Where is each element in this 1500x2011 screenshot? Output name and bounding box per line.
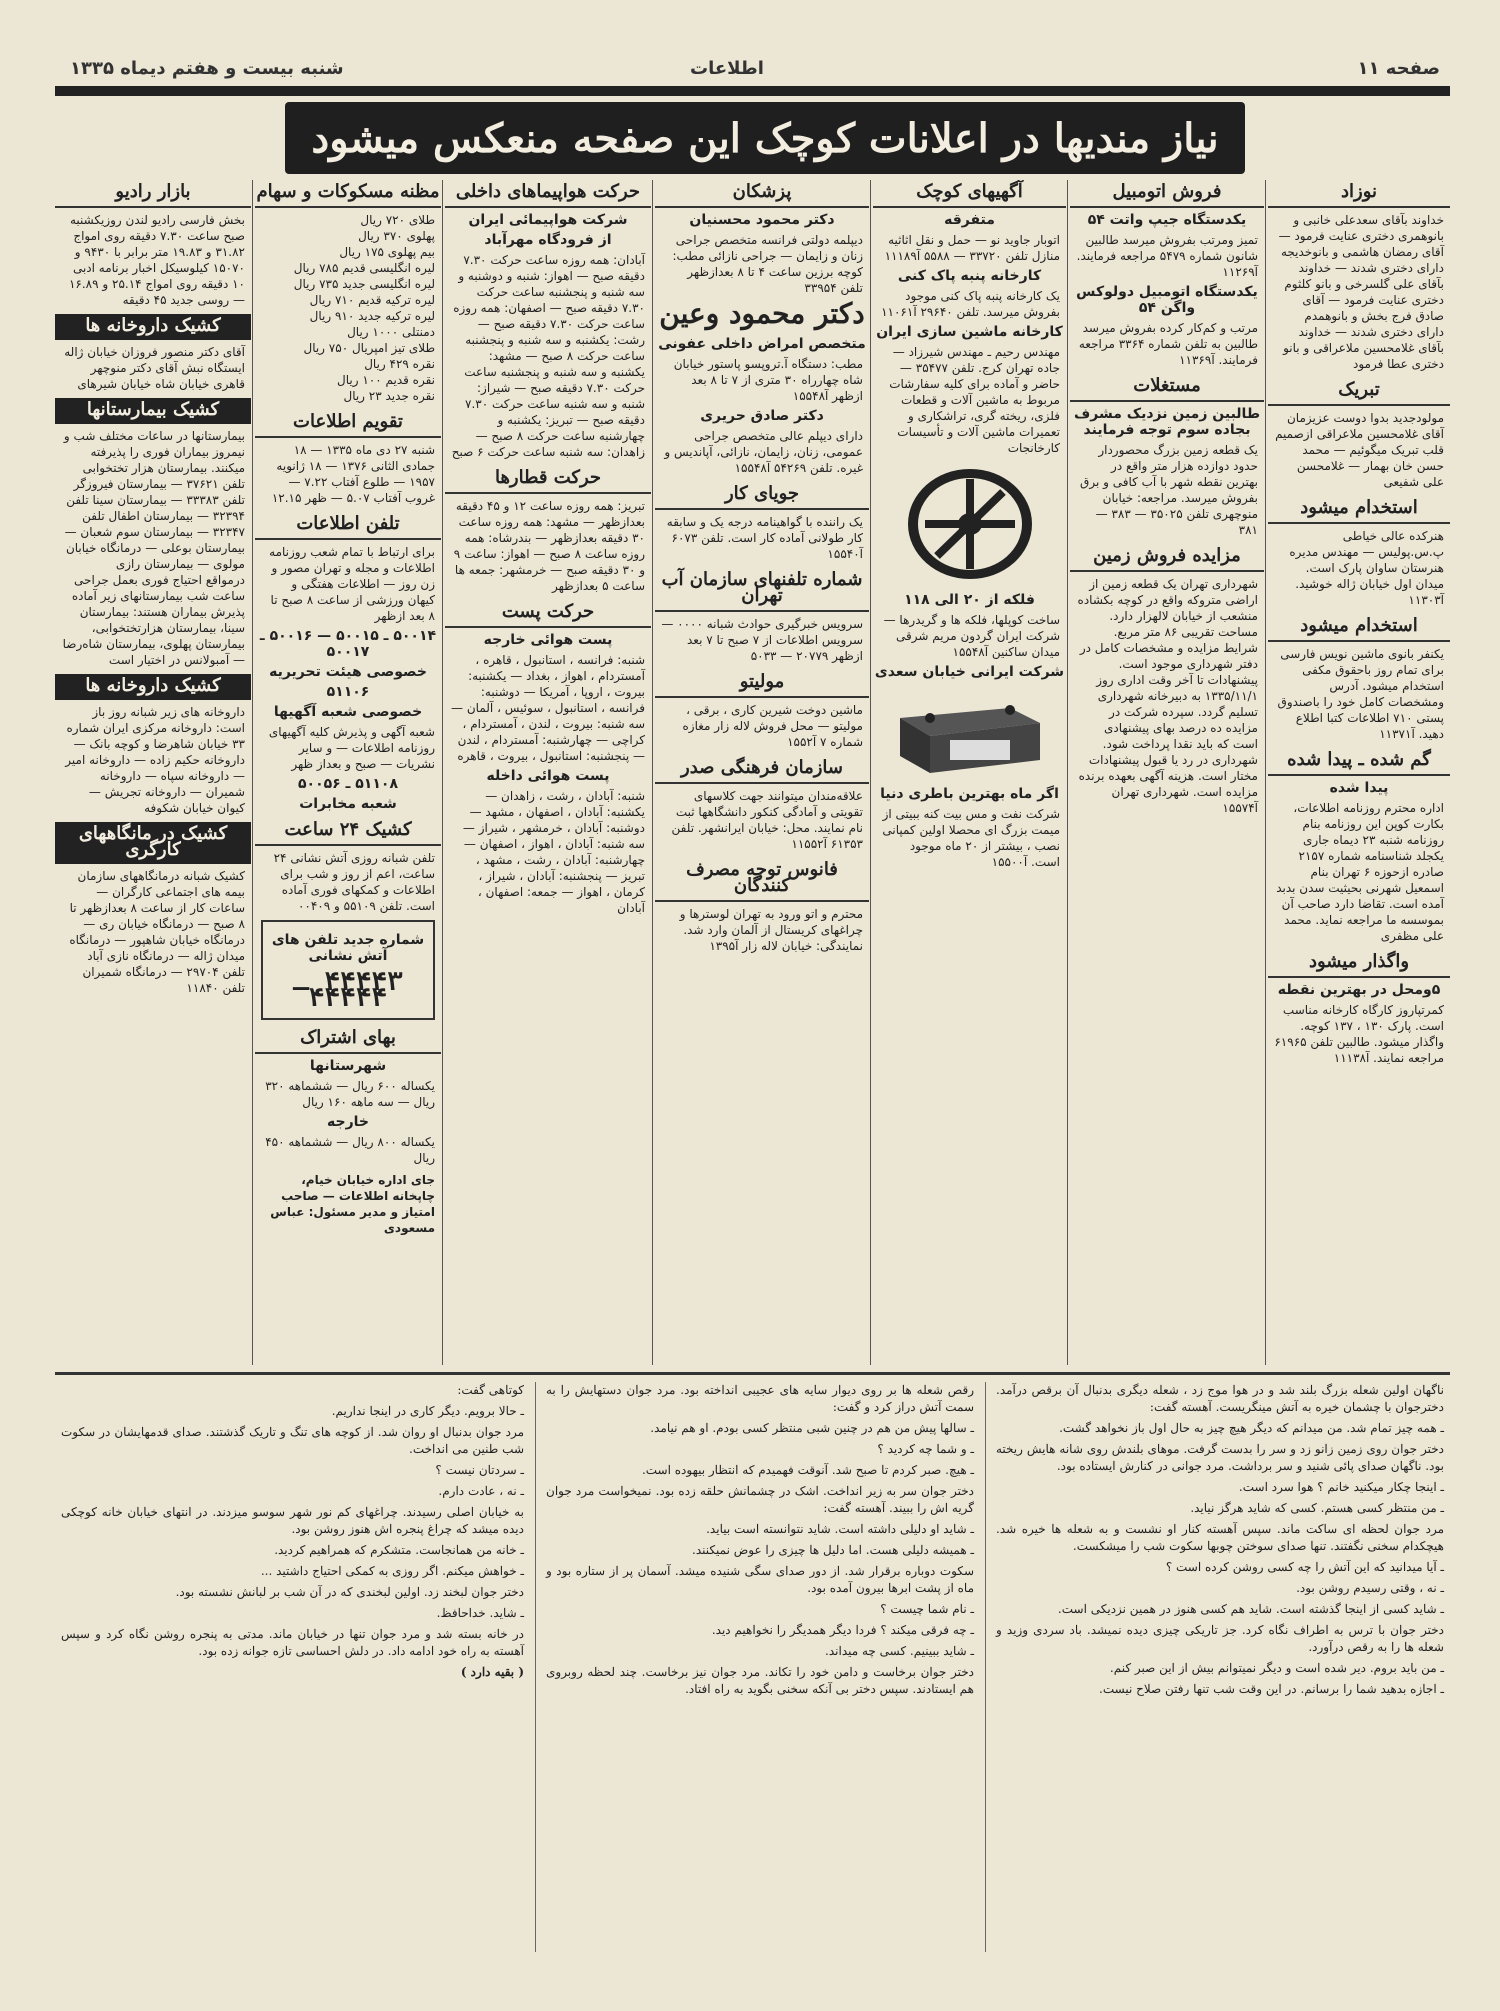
serial-paragraph: ـ هیچ. صبر کردم تا صبح شد. آنوقت فهمیدم که انتظار بیهوده است. <box>641 1463 974 1477</box>
section-body: اداره محترم روزنامه اطلاعات، بکارت کوپن این روزنامه بنام روزنامه شنبه ۲۳ دیماه جاری یکجلد شناسنامه شماره ۲۱۵۷ صادره ازحوزه ۶ تهران بنام اسمعیل شهرنی بحیثیت سدن بدبد آمده است. تقاضا دارد صاحب آن بموسسه ما مراجعه نماید. محمد علی مظفری <box>1276 801 1444 943</box>
section-title: کشیک داروخانه ها <box>55 674 251 700</box>
doctor-specialty: متخصص امراض داخلی عفونی <box>658 336 866 352</box>
serial-paragraph: ـ خواهش میکنم. اگر روزی به کمکی احتیاج داشتید ... <box>260 1564 524 1578</box>
section-title: شماره جدید تلفن های آتش نشانی <box>271 932 425 964</box>
section-title: نوزاد <box>1268 180 1450 208</box>
serial-paragraph: ـ آیا میدانید که این آتش را چه کسی روشن کرده است ؟ <box>1165 1560 1444 1574</box>
section-title: پزشکان <box>655 180 869 208</box>
section-title: آگهیهای کوچک <box>873 180 1066 208</box>
section-body: دیپلمه دولتی فرانسه متخصص جراحی زنان و زایمان — جراحی نازائی مطب: کوچه برزین ساعت ۴ تا ۸ بعدازظهر تلفن ۳۳۹۵۴ <box>672 233 863 295</box>
price-row: لیره انگلیسی قدیم ۷۸۵ ریال <box>293 261 435 275</box>
page-header <box>70 50 1440 90</box>
section-body: آقای دکتر منصور فروزان خیابان ژاله ایستگاه نبش آقای دکتر منوچهر قاهری خیابان شاه خیابان شیرهای <box>64 345 245 391</box>
serial-paragraph: ـ شاید. خداحافظ. <box>436 1606 524 1620</box>
serial-paragraph: ـ خانه من همانجاست. متشکرم که همراهیم کردید. <box>274 1543 524 1557</box>
section-subtitle: خارجه <box>327 1114 369 1130</box>
section-subtitle: شرکت ایرانی خیابان سعدی <box>874 664 1065 680</box>
serial-column-1 <box>990 1382 1450 1952</box>
serial-paragraph: ـ اینجا چکار میکنید خانم ؟ هوا سرد است. <box>1238 1480 1444 1494</box>
section-title: بهای اشتراک <box>255 1026 441 1054</box>
column-births <box>1268 180 1450 1365</box>
header-rule <box>55 86 1450 96</box>
section-body: یک کارخانه پنبه پاک کنی موجود بفروش میرسد. تلفن ۲۹۶۴۰ آ۱۱۰۶۱ <box>881 289 1060 319</box>
publisher-imprint: جای اداره خیابان خیام، چاپخانه اطلاعات — صاحب امتیاز و مدیر مسئول: عباس مسعودی <box>270 1173 435 1235</box>
section-body: یک راننده با گواهینامه درجه یک و سابقه کار طولانی آماده کار است. تلفن ۶۰۷۳ آ۱۵۵۴۰ <box>666 515 863 561</box>
section-body: هنرکده عالی خیاطی پ.س.پولیس — مهندس مدیره هنرستان ساوان پارک است. میدان اول خیابان ژاله خوشید. آ۱۱۳۰۳ <box>1289 529 1444 607</box>
section-body: دارای دیپلم عالی متخصص جراحی عمومی، زنان، زایمان، نازائی، آپاندیس و غیره. تلفن ۵۴۲۶۹ آ۱۵۵۴۸ <box>664 429 863 475</box>
serial-column-3 <box>55 1382 530 1952</box>
battery-slogan: اگر ماه بهترین باطری دنیا <box>880 786 1059 802</box>
price-row: طلای تیز امپریال ۷۵۰ ریال <box>303 341 435 355</box>
classifieds-banner: نیاز مندیها در اعلانات کوچک این صفحه منعکس میشود <box>285 102 1245 174</box>
section-title: شماره تلفنهای سازمان آب تهران <box>655 568 869 612</box>
section-body: آبادان: همه روزه ساعت حرکت ۷.۳۰ دقیقه صبح — اهواز: شنبه و دوشنبه و سه شنبه و پنجشنبه ساعت حرکت ۷.۳۰ دقیقه صبح — اصفهان: همه روزه ساعت حرکت ۷.۳۰ دقیقه صبح — رشت: یکشنبه و سه شنبه و پنجشنبه ساعت حرکت ۸ صبح — مشهد: یکشنبه و سه شنبه و پنجشنبه ساعت حرکت ۷.۳۰ دقیقه صبح — شیراز: شنبه و سه شنبه ساعت حرکت ۷.۳۰ دقیقه صبح — تبریز: یکشنبه و چهارشنبه ساعت حرکت ۸ صبح — زاهدان: سه شنبه ساعت حرکت ۶ صبح <box>451 253 645 459</box>
section-title: مستغلات <box>1070 374 1264 402</box>
section-subtitle: شرکت هواپیمائی ایران <box>468 212 628 228</box>
doctor-display-ad: دکتر محمود وعین <box>659 297 865 330</box>
serial-paragraph: ـ من باید بروم. دیر شده است و دیگر نمیتوانم بیش از این صبر کنم. <box>1109 1661 1444 1675</box>
section-body: کشیک شبانه درمانگاههای سازمان بیمه های اجتماعی کارگران — ساعات کار از ساعت ۸ بعدازظهر تا ۸ صبح — درمانگاه خیابان ری — درمانگاه خیابان شاهپور — درمانگاه میدان ژاله — درمانگاه نازی آباد تلفن ۲۹۷۰۴ — درمانگاه شمیران تلفن ۱۱۸۴۰ <box>69 869 245 995</box>
serial-paragraph: دختر جوان لبخند زد. اولین لبخندی که در آن شب بر لبانش نشسته بود. <box>175 1585 524 1599</box>
column-divider <box>870 180 871 1365</box>
section-title: تلفن اطلاعات <box>255 512 441 540</box>
serial-paragraph: ـ اجازه بدهید شما را برسانم. در این وقت شب تنها رفتن صلاح نیست. <box>1099 1682 1444 1696</box>
section-title: استخدام میشود <box>1268 614 1450 642</box>
section-title: مظنه مسکوکات و سهام <box>255 180 441 208</box>
serial-paragraph: ـ نه ، عادت دارم. <box>438 1484 524 1498</box>
section-subtitle: پیدا شده <box>1329 780 1389 796</box>
serial-paragraph: مرد جوان لحظه ای ساکت ماند. سپس آهسته کنار او نشست و به شعله ها خیره شد. هیچکدام سخنی نگفتند. تنها صدای سوختن چوبها سکوت شب را میشکست. <box>996 1522 1444 1553</box>
section-body: مطب: دستگاه آ.تروپسو پاستور خیابان شاه چهارراه ۳۰ متری از ۷ تا ۸ بعد ازظهر آ۱۵۵۴۸ <box>673 357 863 403</box>
section-body: شنبه: آبادان ، رشت ، زاهدان — یکشنبه: آبادان ، اصفهان ، مشهد — دوشنبه: آبادان ، خرمشهر ، شیراز — سه شنبه: آبادان ، اهواز ، اصفهان — چهارشنبه: آبادان ، رشت ، مشهد ، تبریز — پنجشنبه: آبادان ، شیراز ، کرمان ، اهواز — جمعه: اصفهان ، آبادان <box>462 789 645 915</box>
section-title: کشیک داروخانه ها <box>55 314 251 340</box>
section-title: کشیک ۲۴ ساعت <box>255 818 441 846</box>
section-body: بخش فارسی رادیو لندن روزیکشنبه صبح ساعت ۷.۳۰ دقیقه روی امواج ۳۱.۸۲ و ۱۹.۸۳ متر برابر با ۹۴۳۰ و ۱۵۰۷۰ کیلوسیکل اخبار برنامه ادبی ۱۰ دقیقه روی امواج ۲۵.۱۴ و ۱۶.۸۹ — روسی جدید ۴۵ دقیقه <box>68 213 245 307</box>
price-row: نقره جدید ۲۳ ریال <box>343 389 435 403</box>
price-row: دمنتلی ۱۰۰۰ ریال <box>347 325 435 339</box>
price-row: لیره انگلیسی جدید ۷۳۵ ریال <box>293 277 435 291</box>
section-body: شعبه آگهی و پذیرش کلیه آگهیهای روزنامه اطلاعات — و سایر نشریات — صبح و بعداز ظهر <box>268 725 435 771</box>
section-subtitle: خصوصی هیئت تحریریه <box>269 664 427 680</box>
serial-paragraph: ـ شاید ببینیم. کسی چه میداند. <box>825 1644 974 1658</box>
section-subtitle: پست هوائی خارجه <box>483 632 613 648</box>
section-body: شرکت نفت و مس بیت کنه ببیتی از میمت بزرگ ای محصلا اولین کمپانی نصب ، بیشتر از ۲۰ ماه موجود است. آ۱۵۵۰۰ <box>882 807 1060 869</box>
section-body: ساخت کوپلها، فلکه ها و گریدرها — شرکت ایران گردون مریم شرقی میدان ساکنین آ۱۵۵۴۸ <box>883 613 1060 659</box>
serial-paragraph: ـ همه چیز تمام شد. من میدانم که دیگر هیچ چیز به حال اول باز نخواهد گشت. <box>1059 1421 1444 1435</box>
section-body: خداوند بآقای سعدعلی خانبی و بانوهمری دختری عنایت فرمود — آقای رمضان هاشمی و بانوخدیجه دارای دختری شدند — خداوند بآقای علی گلسرخی و بانو کلثوم دختری عنایت فرمود — آقای صادق فرج بخش و بانوهمدم دارای دختری شدند — خداوند بآقای غلامحسین ملاعراقی و بانو دختری عطا فرمود <box>1278 213 1444 371</box>
section-body: یک قطعه زمین بزرگ محصوردار حدود دوازده هزار متر واقع در بهترین نقطه شهر با آب کافی و برق بفروش میرسد. مراجعه: خیابان منوچهری تلفن ۳۵۰۲۵ — ۳۸۳ — ۳۸۱ <box>1080 443 1258 537</box>
section-title: گم شده ـ پیدا شده <box>1268 748 1450 776</box>
section-body: محترم و اتو ورود به تهران لوسترها و چراغهای کریستال از آلمان وارد شد. نمایندگی: خیابان لاله زار آ۱۳۹۵ <box>679 907 863 953</box>
column-flights <box>445 180 651 1365</box>
serial-paragraph: ناگهان اولین شعله بزرگ بلند شد و در هوا موج زد ، شعله دیگری بدنبال آن برقص درآمد. دخترجوان با چشمان خیره به آتش مینگریست. آهسته گفت: <box>996 1383 1444 1414</box>
section-subtitle: پست هوائی داخله <box>486 768 610 784</box>
section-subtitle: متفرقه <box>944 212 995 228</box>
section-subtitle: دکتر محمود محسنیان <box>689 212 835 228</box>
column-small-ads <box>873 180 1066 1365</box>
car-battery-image <box>890 688 1050 778</box>
section-subtitle: کارخانه ماشین سازی ایران <box>876 324 1063 340</box>
section-subtitle: شعبه مخابرات <box>299 796 397 812</box>
serial-paragraph: مرد جوان بدنبال او روان شد. از کوچه های تنگ و تاریک گذشتند. صدای قدمهایشان در سکوت شب طنین می انداخت. <box>61 1425 524 1456</box>
fire-dept-phone: ۴۴۴۴۳ ـ ۴۴۴۴۴ <box>293 967 403 1013</box>
serial-paragraph: ـ چه فرقی میکند ؟ فردا دیگر همدیگر را نخواهیم دید. <box>711 1623 974 1637</box>
serial-paragraph: دختر جوان برخاست و دامن خود را تکاند. مرد جوان نیز برخاست. چند لحظه روبروی هم ایستادند. سپس دختر بی آنکه سخنی بگوید به راه افتاد. <box>546 1665 974 1696</box>
paper-name: اطلاعات <box>690 58 764 79</box>
section-body: برای ارتباط با تمام شعب روزنامه اطلاعات و مجله و تهران مصور و زن روز — اطلاعات هفتگی و کیهان ورزشی از ساعت ۸ صبح تا ۸ بعد ازظهر <box>269 545 435 623</box>
serial-paragraph: ـ نام شما چیست ؟ <box>880 1602 974 1616</box>
price-row: نقره قدیم ۱۰۰ ریال <box>337 373 435 387</box>
section-title: مزایده فروش زمین <box>1070 544 1264 572</box>
section-body: شنبه ۲۷ دی ماه ۱۳۳۵ — ۱۸ جمادی الثانی ۱۳۷۶ — ۱۸ ژانویه ۱۹۵۷ — طلوع آفتاب ۷.۲۲ — غروب آفتاب ۵.۰۷ — ظهر ۱۲.۱۵ <box>271 443 435 505</box>
section-body: مولودجدید بدوا دوست عزیزمان آقای غلامحسین ملاعراقی ازصمیم قلب تبریک میگوئیم — محمد حسن خان بهمار — غلامحسن علی شفیعی <box>1275 411 1444 489</box>
serial-paragraph: کوتاهی گفت: <box>457 1383 524 1397</box>
serial-paragraph: ـ نه ، وقتی رسیدم روشن بود. <box>1296 1581 1444 1595</box>
price-row: طلای ۷۲۰ ریال <box>360 213 435 227</box>
column-divider <box>252 180 253 1365</box>
serial-paragraph: دختر جوان با ترس به اطراف نگاه کرد. جز تاریکی چیزی دیده نمیشد. باد سردی وزید و شعله ها را به رقص درآورد. <box>996 1623 1444 1654</box>
column-divider <box>535 1382 536 1952</box>
fire-dept-box <box>261 920 435 1020</box>
section-body: تلفن شبانه روزی آتش نشانی ۲۴ ساعت، اعم از روز و شب برای اطلاعات و کمکهای فوری آماده است. تلفن ۵۵۱۰۹ و ۰۰۴۰۹ <box>273 851 435 913</box>
serial-paragraph: ـ شاید کسی از اینجا گذشته است. شاید هم کسی هنوز در همین نزدیکی است. <box>1057 1602 1444 1616</box>
serial-paragraph: سکوت دوباره برقرار شد. از دور صدای سگی شنیده میشد. آسمان پر از ستاره بود و ماه از پشت ابرها بیرون آمده بود. <box>546 1564 974 1595</box>
section-title: تقویم اطلاعات <box>255 410 441 438</box>
section-title: مولیتو <box>655 670 869 698</box>
section-body: بیمارستانها در ساعات مختلف شب و نیمروز بیماران فوری را پذیرفته میکنند. بیمارستان هزار تختخوابی تلفن ۳۷۶۲۱ — بیمارستان فیروزگر تلفن ۳۳۳۸۳ — بیمارستان سینا تلفن ۳۲۳۹۴ — بیمارستان اطفال تلفن ۳۲۳۴۷ — بیمارستان سوم شعبان — بیمارستان بوعلی — درمانگاه خیابان مولوی — بیمارستان رازی <box>63 429 245 571</box>
price-row: پهلوی ۳۷۰ ریال <box>358 229 435 243</box>
section-title: تبریک <box>1268 378 1450 406</box>
section-title: فروش اتومبیل <box>1070 180 1264 208</box>
section-title: حرکت پست <box>445 600 651 628</box>
column-divider <box>985 1382 986 1952</box>
column-divider <box>652 180 653 1365</box>
section-title: سازمان فرهنگی صدر <box>655 756 869 784</box>
section-body: اتوبار جاوید نو — حمل و نقل اثاثیه منازل تلفن ۳۳۷۲۰ — ۵۵۸۸ آ۱۱۱۸۹ <box>884 233 1060 263</box>
section-subtitle: دکتر صادق حریری <box>700 408 824 424</box>
section-body: مرتب و کم‌کار کرده بفروش میرسد طالبین به تلفن شماره ۳۳۶۴ مراجعه فرمایند. آ۱۱۳۶۹ <box>1078 321 1258 367</box>
section-body: تمیز ومرتب بفروش میرسد طالبین شانون شماره ۵۴۷۹ مراجعه فرمایند. آ۱۱۲۶۹ <box>1076 233 1258 279</box>
section-subtitle: خصوصی شعبه آگهیها <box>273 704 423 720</box>
column-radio <box>55 180 251 1365</box>
section-title: حرکت قطارها <box>445 466 651 494</box>
serial-divider <box>55 1372 1450 1375</box>
section-body: یکساله ۸۰۰ ریال — ششماهه ۴۵۰ ریال <box>265 1135 435 1165</box>
section-title: بازار رادیو <box>55 180 251 208</box>
section-title: جویای کار <box>655 482 869 510</box>
section-subtitle: کارخانه پنبه پاک کنی <box>897 268 1042 284</box>
column-divider <box>442 180 443 1365</box>
section-body: درمواقع احتیاج فوری بعمل جراحی ساعت شب بیمارستانهای زیر آماده پذیرش بیماران هستند: بیمارستان سینا، بیمارستان هزارتختخوابی، بیمارستان پهلوی، بیمارستان شاه‌رضا — آمبولانس در اختیار است <box>62 573 245 667</box>
section-body: علاقه‌مندان میتوانند جهت کلاسهای تقویتی و آمادگی کنکور دانشگاهها ثبت نام نمایند. محل: خیابان ایرانشهر. تلفن ۶۱۳۵۳ آ۱۱۵۵۲ <box>671 789 863 851</box>
pulley-wheel-image <box>895 464 1045 584</box>
price-row: بیم پهلوی ۱۷۵ ریال <box>339 245 435 259</box>
section-title: فانوس توجه مصرف کنندگان <box>655 858 869 902</box>
serial-continued: ( بقیه دارد ) <box>460 1665 524 1679</box>
serial-paragraph: به خیابان اصلی رسیدند. چراغهای کم نور شهر سوسو میزدند. در انتهای خیابان خانه کوچکی دیده میشد که چراغ پنجره اش هنوز روشن بود. <box>61 1505 524 1536</box>
section-body: یکنفر بانوی ماشین نویس فارسی برای تمام روز باحقوق مکفی استخدام میشود. آدرس ومشخصات کامل خود را باصندوق پستی ۷۱۰ اطلاعات کتبا اطلاع دهید. آ۱۱۳۷۱ <box>1277 647 1444 741</box>
section-title: واگذار میشود <box>1268 950 1450 978</box>
serial-paragraph: ـ همیشه دلیلی هست. اما دلیل ها چیزی را عوض نمیکنند. <box>692 1543 974 1557</box>
serial-paragraph: رقص شعله ها بر روی دیوار سایه های عجیبی انداخته بود. مرد جوان دستهایش را به سمت آتش دراز کرد و گفت: <box>546 1383 974 1414</box>
serial-paragraph: ـ حالا برویم. دیگر کاری در اینجا نداریم. <box>331 1404 524 1418</box>
serial-paragraph: ـ شاید او دلیلی داشته است. شاید نتوانسته است بیاید. <box>706 1522 974 1536</box>
section-subtitle: شهرستانها <box>309 1058 387 1074</box>
section-body: شنبه: فرانسه ، استانبول ، قاهره ، آمستردام ، اهواز ، بغداد — یکشنبه: بیروت ، اروپا ، آمریکا — دوشنبه: فرانسه ، استانبول ، سوئیس ، آلمان — سه شنبه: بیروت ، لندن ، آمستردام ، کراچی — چهارشنبه: آمستردام ، لندن — پنجشنبه: استانبول ، بیروت ، قاهره <box>451 653 645 763</box>
serial-paragraph: ـ من منتظر کسی هستم. کسی که شاید هرگز نیاید. <box>1190 1501 1444 1515</box>
issue-date: شنبه بیست و هفتم دیماه ۱۳۳۵ <box>70 58 344 79</box>
phone-numbers: ۵۰۰۱۴ ـ ۵۰۰۱۵ — ۵۰۰۱۶ ـ ۵۰۰۱۷ <box>259 628 437 660</box>
serial-paragraph: ـ سالها پیش من هم در چنین شبی منتظر کسی بودم. او هم نیامد. <box>650 1421 974 1435</box>
column-prices <box>255 180 441 1365</box>
price-row: لیره ترکیه جدید ۹۱۰ ریال <box>309 309 435 323</box>
section-body: کمرتپاروز کارگاه کارخانه مناسب است. پارک ۱۳۰ ، ۱۳۷ کوچه. واگذار میشود. طالبین تلفن ۶۱۹۶۵ مراجعه نمایند. آ۱۱۱۳۸ <box>1274 1003 1444 1065</box>
section-body: سرویس خبرگیری حوادث شبانه ۰۰۰۰ — سرویس اطلاعات از ۷ صبح تا ۷ بعد ازظهر ۲۰۷۷۹ — ۵۰۳۳ <box>661 617 863 663</box>
section-title: استخدام میشود <box>1268 496 1450 524</box>
section-body: تبریز: همه روزه ساعت ۱۲ و ۴۵ دقیقه بعدازظهر — مشهد: همه روزه ساعت ۳۰ دقیقه بعدازظهر — بندرشاه: همه روزه ساعت ۸ صبح — اهواز: ساعت ۹ و ۳۰ دقیقه صبح — خرمشهر: جمعه ها ساعت ۵ بعدازظهر <box>453 499 645 593</box>
column-divider <box>1067 180 1068 1365</box>
section-subtitle: طالبین زمین نزدیک مشرف بجاده سوم توجه فرمایند <box>1073 406 1261 438</box>
section-subtitle: از فرودگاه مهرآباد <box>484 232 612 248</box>
price-row: لیره ترکیه قدیم ۷۱۰ ریال <box>309 293 435 307</box>
section-subtitle: ۵ومحل در بهترین نقطه <box>1277 982 1441 998</box>
wheel-caption: فلکه از ۲۰ الی ۱۱۸ <box>904 592 1035 608</box>
serial-paragraph: ـ و شما چه کردید ؟ <box>877 1442 974 1456</box>
column-divider <box>1265 180 1266 1365</box>
serial-column-2 <box>540 1382 980 1952</box>
phone-number: ۵۱۱۰۶ <box>326 684 370 700</box>
column-doctors <box>655 180 869 1365</box>
column-car-sales <box>1070 180 1264 1365</box>
serial-paragraph: ـ سردتان نیست ؟ <box>435 1463 524 1477</box>
serial-paragraph: دختر جوان سر به زیر انداخت. اشک در چشمانش حلقه زده بود. نمیخواست مرد جوان گریه اش را ببیند. آهسته گفت: <box>546 1484 974 1515</box>
section-body: یکساله ۶۰۰ ریال — ششماهه ۳۲۰ ریال — سه ماهه ۱۶۰ ریال <box>265 1079 435 1109</box>
section-body: داروخانه های زیر شبانه روز باز است: داروخانه مرکزی ایران شماره ۳۳ خیابان شاهرضا و کوچه بانک — داروخانه حکیم زاده — داروخانه امیر — داروخانه سپاه — داروخانه شمیران — داروخانه تجریش — کیوان خیابان شکوفه <box>65 705 245 815</box>
serial-paragraph: دختر جوان روی زمین زانو زد و سر را بدست گرفت. موهای بلندش روی شانه هایش ریخته بود. ناگهان صدای پائی شنید و سر برداشت. مرد جوانی در کنارش ایستاده بود. <box>996 1442 1444 1473</box>
section-body: ماشین دوخت شیرین کاری ، برقی ، مولیتو — محل فروش لاله زار مغازه شماره ۷ آ۱۵۵۲ <box>682 703 863 749</box>
serial-paragraph: در خانه بسته شد و مرد جوان تنها در خیابان ماند. مدتی به پنجره روشن نگاه کرد و سپس آهسته به راه خود ادامه داد. در دلش احساسی تازه جوانه زده بود. <box>61 1627 524 1658</box>
price-row: نقره ۴۲۹ ریال <box>364 357 435 371</box>
phone-number: ۵۱۱۰۸ ـ ۵۰۰۵۶ <box>297 776 398 792</box>
page-number: صفحه ۱۱ <box>1357 58 1440 79</box>
section-subtitle: یکدستگاه اتومبیل دولوکس واگن ۵۴ <box>1076 284 1258 316</box>
section-title: حرکت هواپیماهای داخلی <box>445 180 651 208</box>
section-title: کشیک در مانگاههای کارگری <box>55 822 251 864</box>
section-title: کشیک بیمارستانها <box>55 398 251 424</box>
section-body: شهرداری تهران یک قطعه زمین از اراضی متروکه واقع در کوچه بکشاده منشعب از خیابان لالهزار دارد. مساحت تقریبی ۸۶ متر مربع. شرایط مزایده و مشخصات کامل در دفتر شهرداری موجود است. پیشنهادات تا آخر وقت اداری روز ۱۳۳۵/۱۱/۱ به دبیرخانه شهرداری تسلیم گردد. سپرده شرکت در مزایده ده درصد بهای پیشنهادی است که باید نقدا پرداخت شود. شهرداری در رد یا قبول پیشنهادات مختار است. هزینه آگهی بعهده برنده مزایده است. شهرداری تهران آ۱۵۵۷۴ <box>1077 577 1258 815</box>
section-body: مهندس رحیم ـ مهندس شیرزاد — جاده تهران کرج. تلفن ۳۵۴۷۷ — حاضر و آماده برای کلیه سفارشات مربوط به ماشین آلات و قطعات فلزی، ریخته گری، تراشکاری و تعمیرات ماشین آلات و تأسیسات کارخانجات <box>889 345 1060 455</box>
section-subtitle: یکدستگاه جیپ واتت ۵۴ <box>1087 212 1247 228</box>
